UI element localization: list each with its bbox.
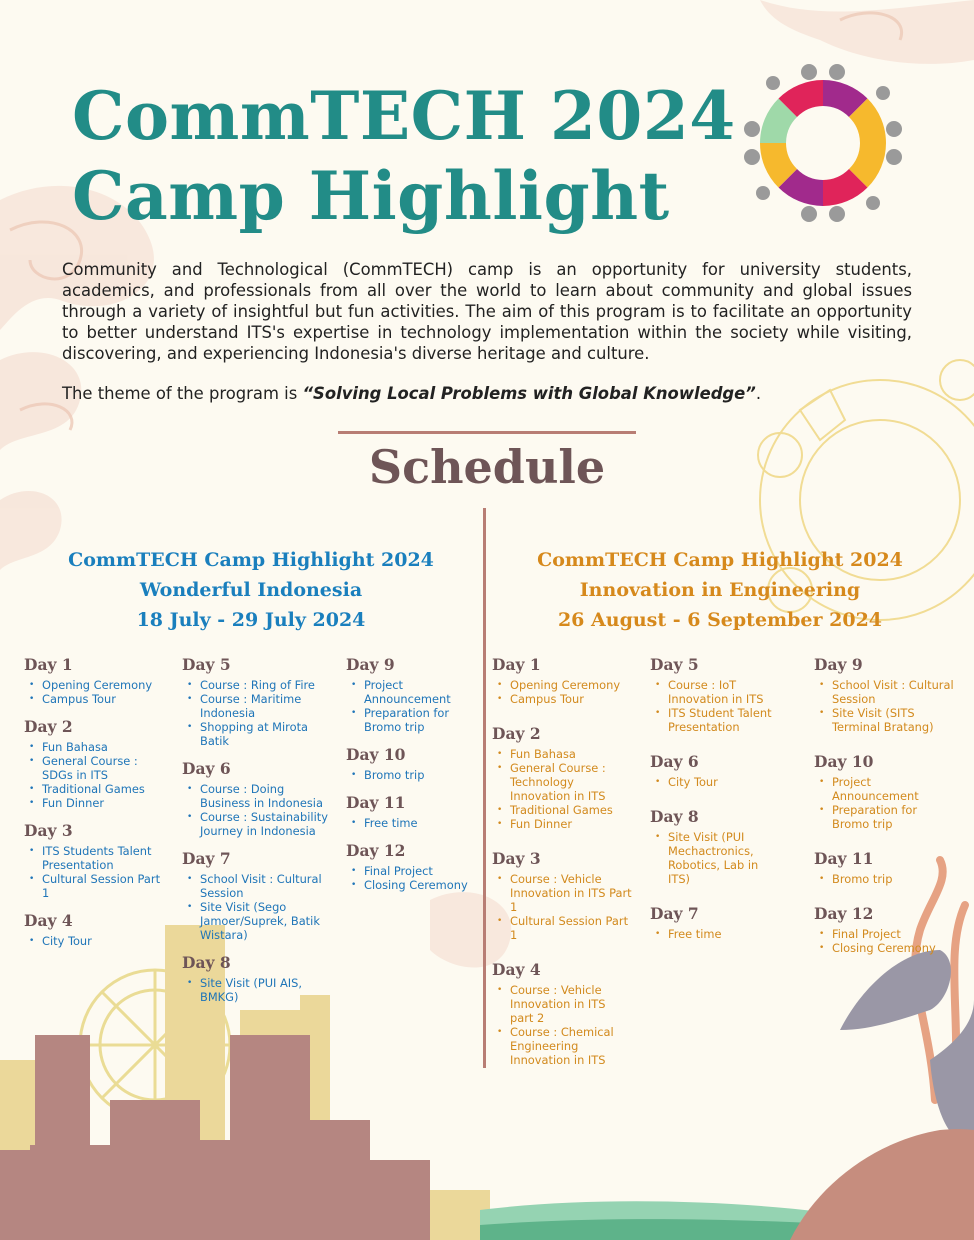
program2-column-3 <box>814 655 954 973</box>
activity-list <box>346 678 476 734</box>
day-label: Day 2 <box>24 717 73 736</box>
intro-paragraph: Community and Technological (CommTECH) camp is an opportunity for university students, academics, and professionals from all over the world to learn about community and global issues through a variety of insightful but fun activities. The aim of this program is to facilitate an opportunity to better understand ITS's expertise in technology implementation within the society while visiting, discovering, and experiencing Indonesia's diverse heritage and culture. <box>62 260 912 363</box>
activity-item: • School Visit : Cultural Session <box>832 678 954 706</box>
day-block <box>492 655 632 706</box>
activity-list <box>182 782 332 838</box>
schedule-rule <box>338 431 636 434</box>
title-line-2: Camp Highlight <box>72 157 670 235</box>
day-block <box>650 655 780 734</box>
activity-item: • Project Announcement <box>364 678 476 706</box>
day-block <box>182 655 332 748</box>
day-block <box>650 807 780 886</box>
activity-item: • Cultural Session Part 1 <box>42 872 164 900</box>
activity-item: • Final Project <box>832 927 954 941</box>
activity-item: • Fun Bahasa <box>510 747 632 761</box>
activity-item: • General Course : SDGs in ITS <box>42 754 164 782</box>
activity-item: • Course : Vehicle Innovation in ITS Part 1 <box>510 872 632 914</box>
activity-item: • ITS Student Talent Presentation <box>668 706 780 734</box>
activity-item: • Preparation for Bromo trip <box>832 803 954 831</box>
activity-item: • Fun Dinner <box>42 796 164 810</box>
activity-item: • Fun Dinner <box>510 817 632 831</box>
activity-list <box>24 934 164 948</box>
day-block <box>814 904 954 955</box>
day-label: Day 2 <box>492 724 541 743</box>
day-label: Day 7 <box>650 904 699 923</box>
day-label: Day 8 <box>650 807 699 826</box>
activity-list <box>492 983 632 1067</box>
title-line-1: CommTECH 2024 <box>72 77 736 155</box>
day-label: Day 5 <box>182 655 231 674</box>
activity-list <box>650 775 780 789</box>
program2-column-2 <box>650 655 780 959</box>
day-block <box>814 752 954 831</box>
program2-heading <box>490 545 950 635</box>
day-block <box>24 821 164 900</box>
theme-prefix: The theme of the program is <box>62 384 303 403</box>
activity-item: • Site Visit (PUI Mechactronics, Robotics, Lab in ITS) <box>668 830 780 886</box>
activity-item: • Course : Chemical Engineering Innovation in ITS <box>510 1025 632 1067</box>
activity-item: • Project Announcement <box>832 775 954 803</box>
day-label: Day 10 <box>814 752 874 771</box>
day-label: Day 7 <box>182 849 231 868</box>
activity-item: • Traditional Games <box>510 803 632 817</box>
activity-item: • Free time <box>668 927 780 941</box>
activity-list <box>24 844 164 900</box>
activity-item: • Course : Doing Business in Indonesia <box>200 782 332 810</box>
activity-item: • Final Project <box>364 864 476 878</box>
day-label: Day 6 <box>650 752 699 771</box>
day-label: Day 1 <box>492 655 541 674</box>
activity-list <box>346 864 476 892</box>
activity-item: • Opening Ceremony <box>510 678 632 692</box>
activity-list <box>24 678 164 706</box>
activity-list <box>492 747 632 831</box>
activity-item: • School Visit : Cultural Session <box>200 872 332 900</box>
activity-item: • Bromo trip <box>832 872 954 886</box>
day-label: Day 6 <box>182 759 231 778</box>
program1-heading <box>20 545 482 635</box>
theme-quote: “Solving Local Problems with Global Knowledge” <box>302 384 756 403</box>
day-block <box>346 655 476 734</box>
day-block <box>492 724 632 831</box>
day-label: Day 9 <box>346 655 395 674</box>
activity-item: • Site Visit (SITS Terminal Bratang) <box>832 706 954 734</box>
program1-theme: Wonderful Indonesia <box>139 579 363 601</box>
program1-column-1 <box>24 655 164 959</box>
activity-list <box>182 872 332 942</box>
day-label: Day 8 <box>182 953 231 972</box>
day-label: Day 12 <box>346 841 406 860</box>
community-gear-logo-icon <box>742 62 904 224</box>
day-block <box>346 841 476 892</box>
activity-item: • Bromo trip <box>364 768 476 782</box>
activity-item: • Closing Ceremony <box>364 878 476 892</box>
activity-item: • Opening Ceremony <box>42 678 164 692</box>
activity-item: • Free time <box>364 816 476 830</box>
day-block <box>24 717 164 810</box>
day-label: Day 9 <box>814 655 863 674</box>
activity-item: • Site Visit (Sego Jamoer/Suprek, Batik Wistara) <box>200 900 332 942</box>
program2-theme: Innovation in Engineering <box>579 579 861 601</box>
activity-list <box>814 775 954 831</box>
activity-item: • Campus Tour <box>510 692 632 706</box>
day-block <box>24 911 164 948</box>
activity-item: • Campus Tour <box>42 692 164 706</box>
activity-item: • Cultural Session Part 1 <box>510 914 632 942</box>
activity-list <box>650 927 780 941</box>
day-block <box>182 953 332 1004</box>
schedule-heading: Schedule <box>368 440 606 494</box>
day-label: Day 10 <box>346 745 406 764</box>
activity-item: • Fun Bahasa <box>42 740 164 754</box>
day-block <box>346 793 476 830</box>
day-label: Day 3 <box>24 821 73 840</box>
activity-item: • Course : Sustainability Journey in Indonesia <box>200 810 332 838</box>
activity-item: • City Tour <box>668 775 780 789</box>
day-block <box>182 849 332 942</box>
day-block <box>182 759 332 838</box>
day-label: Day 11 <box>346 793 406 812</box>
program2-name: CommTECH Camp Highlight 2024 <box>537 549 903 571</box>
program1-name: CommTECH Camp Highlight 2024 <box>68 549 434 571</box>
page-title <box>72 76 736 236</box>
day-block <box>346 745 476 782</box>
activity-list <box>814 872 954 886</box>
activity-list <box>492 872 632 942</box>
program1-column-3 <box>346 655 476 903</box>
activity-item: • Site Visit (PUI AIS, BMKG) <box>200 976 332 1004</box>
day-label: Day 1 <box>24 655 73 674</box>
activity-item: • Course : Maritime Indonesia <box>200 692 332 720</box>
day-block <box>492 849 632 942</box>
activity-list <box>346 816 476 830</box>
program1-dates: 18 July - 29 July 2024 <box>136 609 366 631</box>
activity-item: • General Course : Technology Innovation in ITS <box>510 761 632 803</box>
day-block <box>650 904 780 941</box>
program2-dates: 26 August - 6 September 2024 <box>557 609 883 631</box>
day-label: Day 12 <box>814 904 874 923</box>
theme-suffix: . <box>755 384 762 403</box>
day-label: Day 4 <box>24 911 73 930</box>
activity-list <box>814 927 954 955</box>
activity-list <box>492 678 632 706</box>
activity-item: • Preparation for Bromo trip <box>364 706 476 734</box>
activity-item: • Course : Ring of Fire <box>200 678 332 692</box>
theme-line <box>62 384 761 403</box>
activity-list <box>182 976 332 1004</box>
activity-list <box>650 678 780 734</box>
activity-list <box>814 678 954 734</box>
activity-item: • ITS Students Talent Presentation <box>42 844 164 872</box>
day-label: Day 5 <box>650 655 699 674</box>
activity-list <box>650 830 780 886</box>
program1-column-2 <box>182 655 332 1015</box>
activity-item: • Course : Vehicle Innovation in ITS part 2 <box>510 983 632 1025</box>
activity-item: • Traditional Games <box>42 782 164 796</box>
activity-list <box>346 768 476 782</box>
activity-list <box>182 678 332 748</box>
activity-item: • City Tour <box>42 934 164 948</box>
program2-column-1 <box>492 655 632 1085</box>
day-block <box>24 655 164 706</box>
column-divider <box>483 508 486 1068</box>
activity-list <box>24 740 164 810</box>
day-block <box>814 849 954 886</box>
day-label: Day 4 <box>492 960 541 979</box>
activity-item: • Shopping at Mirota Batik <box>200 720 332 748</box>
day-block <box>650 752 780 789</box>
activity-item: • Course : IoT Innovation in ITS <box>668 678 780 706</box>
day-label: Day 11 <box>814 849 874 868</box>
day-block <box>814 655 954 734</box>
day-label: Day 3 <box>492 849 541 868</box>
day-block <box>492 960 632 1067</box>
activity-item: • Closing Ceremony <box>832 941 954 955</box>
